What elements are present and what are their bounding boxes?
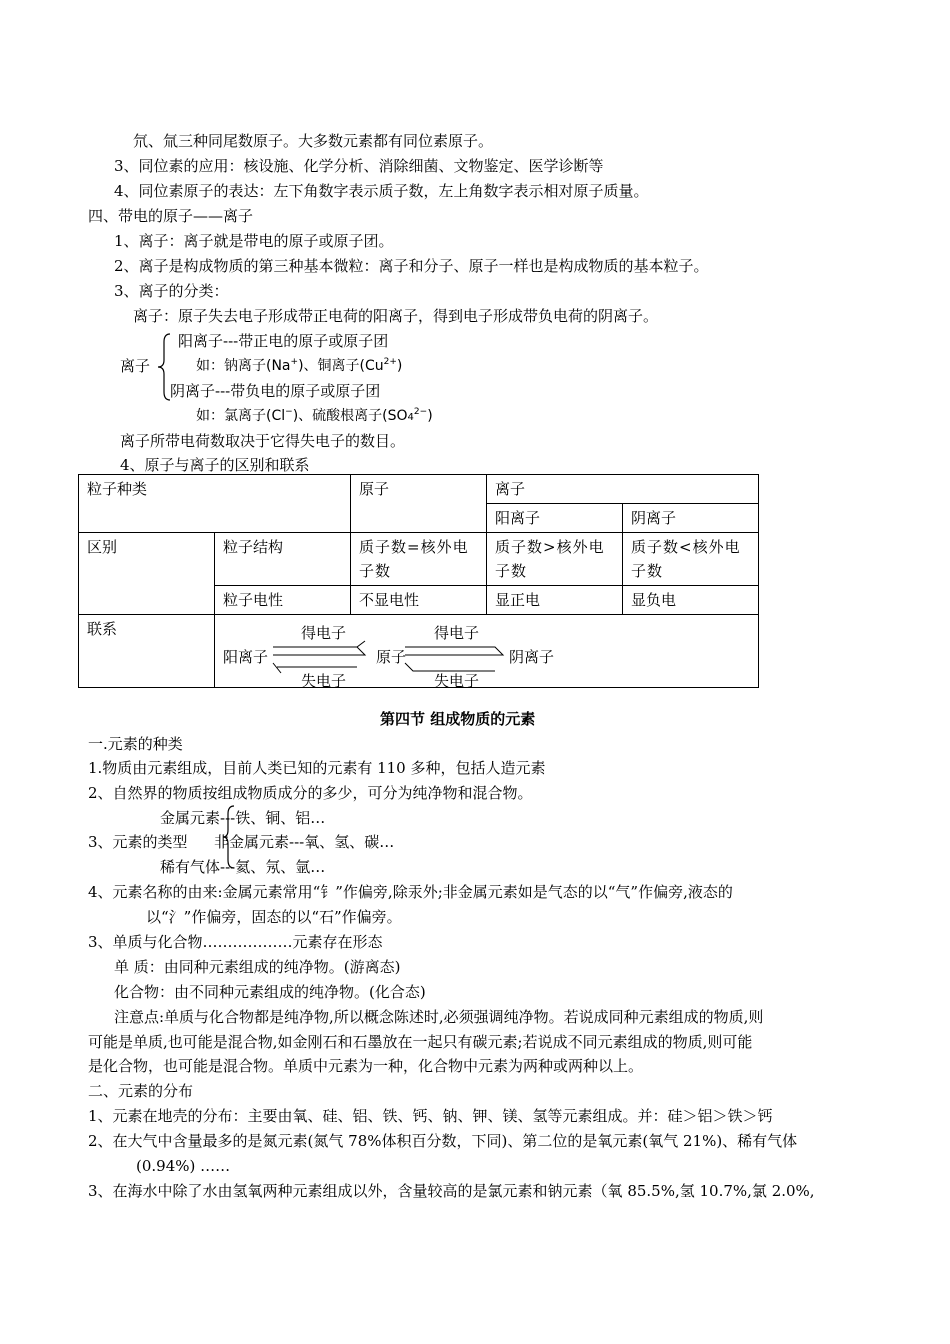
text-line: 是化合物，也可能是混合物。单质中元素为一种，化合物中元素为两种或两种以上。 [88, 1057, 644, 1075]
table-cell: 粒子结构 [215, 533, 351, 586]
table-header-cell: 阴离子 [623, 504, 759, 533]
text-line: 3、在海水中除了水由氢氧两种元素组成以外，含量较高的是氯元素和钠元素（氧 85.5%,氢 10.7%,氯 2.0%, [88, 1182, 815, 1200]
text-line: 可能是单质,也可能是混合物,如金刚石和石墨放在一起只有碳元素;若说成不同元素组成的物质,则可能 [88, 1033, 753, 1051]
cation-definition: 阳离子---带正电的原子或原子团 [178, 332, 389, 350]
cation-example: 如：钠离子(Na+)、铜离子$(Cu^{2+})$ [196, 357, 403, 374]
table-cell: 不显电性 [351, 586, 487, 615]
element-type-nonmetal: 非金属元素---氧、氢、碳… [214, 833, 395, 851]
diagram-gain-label: 得电子 [301, 624, 347, 642]
text-line: 1、元素在地壳的分布：主要由氧、硅、铝、铁、钙、钠、钾、镁、氢等元素组成。并：硅＞铝＞铁＞钙 [88, 1107, 773, 1125]
diagram-anion: 阴离子 [509, 648, 555, 666]
table-header-cell: 阳离子 [487, 504, 623, 533]
text-line: 2、自然界的物质按组成物质成分的多少，可分为纯净物和混合物。 [88, 784, 533, 802]
text-line: 3、单质与化合物………………元素存在形态 [88, 933, 383, 951]
text-line: 3、离子的分类： [114, 282, 229, 300]
text-line: 3、同位素的应用：核设施、化学分析、消除细菌、文物鉴定、医学诊断等 [114, 157, 604, 175]
heading: 二、元素的分布 [88, 1082, 194, 1100]
table-cell: 显负电 [623, 586, 759, 615]
text-line: 以“氵”作偏旁，固态的以“石”作偏旁。 [146, 908, 402, 926]
table-cell: 粒子电性 [215, 586, 351, 615]
table-cell: 区别 [79, 533, 215, 615]
table-cell: 显正电 [487, 586, 623, 615]
arrows-icon [215, 615, 635, 711]
text-line: 2、在大气中含量最多的是氮元素(氮气 78%体积百分数，下同)、第二位的是氧元素(氧气 21%)、稀有气体 [88, 1132, 798, 1150]
text-line: 2、离子是构成物质的第三种基本微粒：离子和分子、原子一样也是构成物质的基本粒子。 [114, 257, 709, 275]
text-line: 1.物质由元素组成，目前人类已知的元素有 110 多种，包括人造元素 [88, 759, 546, 777]
text-line: 化合物：由不同种元素组成的纯净物。(化合态) [114, 983, 426, 1001]
relation-diagram-cell [215, 615, 759, 688]
text-line: (0.94%) …… [136, 1157, 231, 1175]
text-line: 离子所带电荷数取决于它得失电子的数目。 [120, 432, 406, 450]
diagram-lose-label: 失电子 [434, 672, 480, 690]
ion-label: 离子 [120, 357, 151, 375]
text-line: 一.元素的种类 [88, 735, 183, 753]
atom-ion-table [78, 474, 759, 688]
text-line: 4、元素名称的由来:金属元素常用“钅”作偏旁,除汞外;非金属元素如是气态的以“气”作偏旁,液态的 [88, 883, 733, 901]
text-line: 4、原子与离子的区别和联系 [120, 456, 310, 474]
anion-example: 如：氯离子(Cl−)、硫酸根离子$(SO4^{2-})$ [196, 407, 433, 424]
element-type-noble: 稀有气体---氦、氖、氩… [160, 858, 326, 876]
table-cell: 质子数=核外电子数 [351, 533, 487, 586]
diagram-atom: 原子 [376, 648, 407, 666]
text-line: 离子：原子失去电子形成带正电荷的阳离子，得到电子形成带负电荷的阴离子。 [133, 307, 659, 325]
text-line: 3、元素的类型 [88, 833, 188, 851]
table-header-cell: 粒子种类 [79, 475, 351, 533]
text-line: 氘、氚三种同尾数原子。大多数元素都有同位素原子。 [133, 132, 494, 150]
table-cell: 联系 [79, 615, 215, 688]
diagram-cation: 阳离子 [223, 648, 269, 666]
table-cell: 质子数>核外电子数 [487, 533, 623, 586]
text-line: 1、离子：离子就是带电的原子或原子团。 [114, 232, 394, 250]
text-line: 4、同位素原子的表达：左下角数字表示质子数，左上角数字表示相对原子质量。 [114, 182, 649, 200]
brace-icon [222, 804, 236, 870]
diagram-lose-label: 失电子 [301, 672, 347, 690]
text-line: 单 质：由同种元素组成的纯净物。(游离态) [114, 958, 401, 976]
table-cell: 质子数<核外电子数 [623, 533, 759, 586]
section-title: 第四节 组成物质的元素 [380, 710, 536, 728]
table-header-cell: 离子 [487, 475, 759, 504]
anion-definition: 阴离子---带负电的原子或原子团 [170, 382, 381, 400]
diagram-gain-label: 得电子 [434, 624, 480, 642]
table-header-cell: 原子 [351, 475, 487, 533]
heading: 四、带电的原子——离子 [88, 207, 254, 225]
element-type-metal: 金属元素---铁、铜、铝… [160, 809, 326, 827]
text-line: 注意点:单质与化合物都是纯净物,所以概念陈述时,必须强调纯净物。若说成同种元素组成的物质,则 [114, 1008, 764, 1026]
